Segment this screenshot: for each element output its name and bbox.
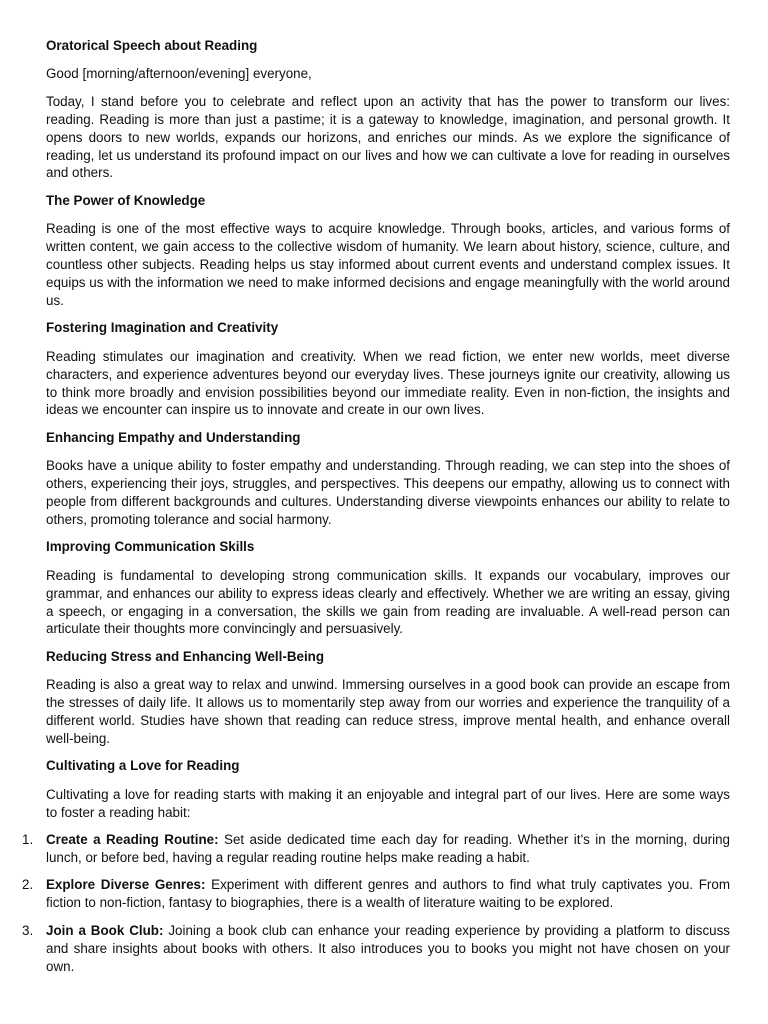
reading-tips-list: [22, 831, 730, 975]
section-body-love-for-reading: Cultivating a love for reading starts with making it an enjoyable and integral part of our lives. Here are some ways to foster a reading habit:: [46, 786, 730, 820]
list-item-number: 1.: [22, 832, 34, 848]
section-body-imagination: Reading stimulates our imagination and creativity. When we read fiction, we enter new worlds, meet diverse characters, and experience adventures beyond our everyday lives. These journeys ignite our creativity, allowing us to think more broadly and envision possibilities beyond our immediate reality. Even in non-fiction, the insights and ideas we encounter can inspire us to innovate and create in our own lives.: [46, 348, 730, 418]
section-heading-wellbeing: Reducing Stress and Enhancing Well-Being: [46, 648, 325, 664]
list-item-number: 3.: [22, 922, 34, 938]
list-item-text: Experiment with different genres and authors to find what truly captivates you. From fiction to non-fiction, fantasy to biographies, there is a wealth of literature waiting to be explored.: [46, 877, 730, 911]
section-body-knowledge: Reading is one of the most effective ways to acquire knowledge. Through books, articles, and various forms of written content, we gain access to the collective wisdom of humanity. We learn about history, science, culture, and countless other subjects. Reading helps us stay informed about current events and understand complex issues. It equips us with the information we need to make informed decisions and engage meaningfully with the world around us.: [46, 221, 730, 308]
list-item-title: Create a Reading Routine:: [46, 832, 219, 848]
document-page: [22, 37, 730, 985]
section-heading-communication: Improving Communication Skills: [46, 539, 255, 555]
list-item-number: 2.: [22, 877, 34, 893]
list-item: [22, 876, 730, 912]
list-item-title: Explore Diverse Genres:: [46, 877, 206, 893]
list-item: [22, 922, 730, 976]
section-body-communication: Reading is fundamental to developing strong communication skills. It expands our vocabulary, improves our grammar, and enhances our ability to express ideas clearly and effectively. Whether we are writing an essay, giving a speech, or engaging in a conversation, the skills we gain from reading are invaluable. A well-read person can articulate their thoughts more convincingly and persuasively.: [46, 567, 730, 637]
section-heading-imagination: Fostering Imagination and Creativity: [46, 320, 279, 336]
list-item-title: Join a Book Club:: [46, 922, 164, 938]
section-heading-love-for-reading: Cultivating a Love for Reading: [46, 758, 240, 774]
greeting-paragraph: Good [morning/afternoon/evening] everyone,: [46, 66, 312, 82]
list-item-text: Joining a book club can enhance your reading experience by providing a platform to discuss and share insights about books with others. It also introduces you to books you might not have chosen on your own.: [46, 922, 730, 974]
section-body-wellbeing: Reading is also a great way to relax and unwind. Immersing ourselves in a good book can provide an escape from the stresses of daily life. It allows us to momentarily step away from our worries and experience the tranquility of a different world. Studies have shown that reading can reduce stress, improve mental health, and enhance overall well-being.: [46, 677, 730, 746]
section-heading-knowledge: The Power of Knowledge: [46, 192, 206, 208]
intro-paragraph: Today, I stand before you to celebrate and reflect upon an activity that has the power to transform our lives: reading. Reading is more than just a pastime; it is a gateway to knowledge, imagination, and personal growth. It opens doors to new worlds, expands our horizons, and enriches our minds. As we explore the significance of reading, let us understand its profound impact on our lives and how we can cultivate a love for reading in ourselves and others.: [46, 93, 730, 181]
section-body-empathy: Books have a unique ability to foster empathy and understanding. Through reading, we can step into the shoes of others, experiencing their joys, struggles, and perspectives. This deepens our empathy, allowing us to connect with people from different backgrounds and cultures. Understanding diverse viewpoints enhances our ability to relate to others, promoting tolerance and social harmony.: [46, 458, 730, 527]
list-item: [22, 831, 730, 867]
document-title: Oratorical Speech about Reading: [46, 38, 258, 53]
list-item-text: Set aside dedicated time each day for reading. Whether it’s in the morning, during lunch, or before bed, having a regular reading routine helps make reading a habit.: [46, 832, 730, 866]
section-heading-empathy: Enhancing Empathy and Understanding: [46, 429, 301, 445]
